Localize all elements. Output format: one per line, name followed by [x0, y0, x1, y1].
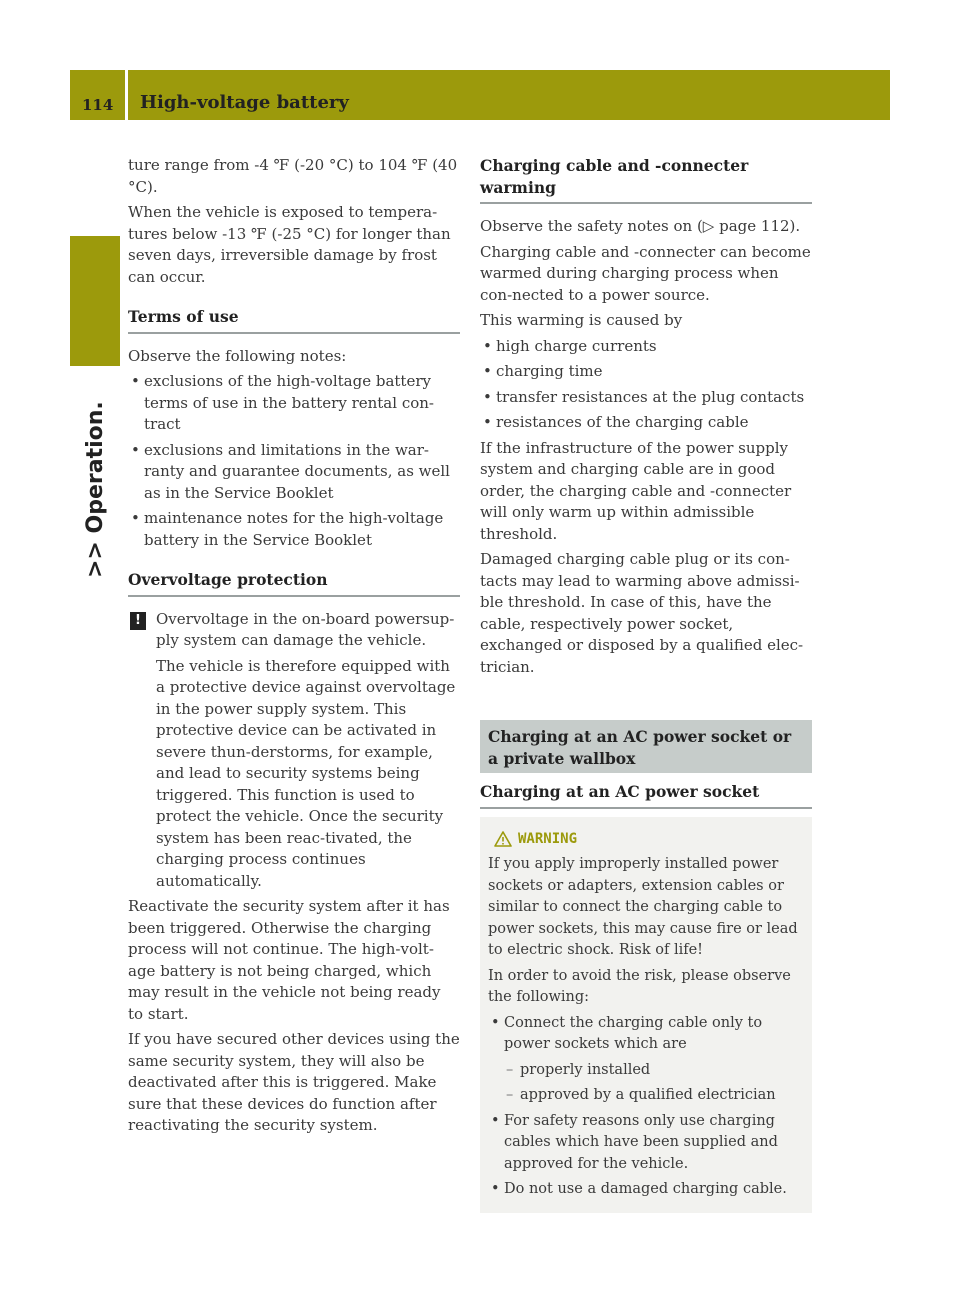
causes-list	[480, 336, 812, 434]
paragraph: If the infrastructure of the power supply system and charging cable are in good order, the charging cable and -connecter will only warm up within admissible threshold.	[480, 438, 792, 543]
list-item	[488, 1013, 804, 1107]
list-item-text: Connect the charging cable only to power sockets which are	[504, 1014, 763, 1052]
sub-list	[504, 1060, 804, 1107]
notice-paragraph: Overvoltage in the on-board powersup-ply system can damage the vehicle.	[156, 609, 455, 649]
warning-label: WARNING	[518, 830, 578, 847]
sub-list-item: – approved by a qualified electrician	[504, 1085, 804, 1107]
warning-paragraph: In order to avoid the risk, please observe the following:	[488, 967, 791, 1005]
section-heading-overvoltage: Overvoltage protection	[128, 569, 460, 597]
paragraph: Reactivate the security system after it has been triggered. Otherwise the charging process will not continue. The high-volt-age battery is not being charged, which may result in the vehicle not being ready to start.	[128, 897, 450, 1023]
list-item: • For safety reasons only use charging cables which have been supplied and approved for the vehicle.	[488, 1111, 804, 1176]
notice-block	[128, 609, 460, 893]
header-divider	[125, 70, 128, 120]
warning-triangle-icon	[494, 831, 512, 847]
paragraph: If you have secured other devices using the same security system, they will also be deactivated after this is triggered. Make sure that these devices do function after reactivating the security system.	[128, 1030, 460, 1134]
section-heading-ac-socket: Charging at an AC power socket	[480, 781, 812, 809]
list-item: • resistances of the charging cable	[480, 412, 812, 434]
side-tab-label	[70, 368, 120, 578]
list-item: • transfer resistances at the plug contacts	[480, 387, 812, 409]
section-band-ac-charging: Charging at an AC power socket or a private wallbox	[480, 720, 812, 773]
list-item: • exclusions of the high-voltage battery terms of use in the battery rental con-tract	[128, 371, 460, 436]
side-tab-marker	[70, 236, 120, 366]
section-heading-terms: Terms of use	[128, 306, 460, 334]
list-item: • charging time	[480, 361, 812, 383]
paragraph: Observe the following notes:	[128, 346, 347, 365]
paragraph: Observe the safety notes on (▷ page 112).	[480, 217, 801, 235]
warning-list	[488, 1013, 804, 1201]
list-item: • Do not use a damaged charging cable.	[488, 1179, 804, 1201]
page-title: High-voltage battery	[140, 92, 349, 113]
left-column	[128, 155, 460, 1141]
notice-paragraph: The vehicle is therefore equipped with a protective device against overvoltage in the power supply system. This protective device can be activated in severe thun-derstorms, for example, and lead to security systems being triggered. This function is used to protect the vehicle. Once the security system has been reac-tivated, the charging process continues automatically.	[156, 656, 456, 890]
list-item: • exclusions and limitations in the war-ranty and guarantee documents, as well as in the Service Booklet	[128, 440, 460, 505]
page-number: 114	[82, 96, 114, 114]
paragraph: ture range from -4 ℉ (-20 °C) to 104 ℉ (40 °C).	[128, 156, 458, 196]
exclamation-icon: !	[130, 612, 146, 630]
sub-list-item: – properly installed	[504, 1060, 804, 1082]
terms-list	[128, 371, 460, 551]
paragraph: Charging cable and -connecter can become warmed during charging process when con-nected to a power source.	[480, 242, 811, 304]
warning-paragraph: If you apply improperly installed power sockets or adapters, extension cables or similar to connect the charging cable to power sockets, this may cause fire or lead to electric shock. Risk of life!	[488, 856, 798, 958]
section-heading-cable-warming: Charging cable and -connecter warming	[480, 155, 812, 204]
paragraph: When the vehicle is exposed to tempera-tures below -13 ℉ (-25 °C) for longer than seven days, irreversible damage by frost can occur.	[128, 203, 451, 286]
warning-title	[488, 829, 804, 851]
warning-box	[480, 817, 812, 1213]
list-item: • high charge currents	[480, 336, 812, 358]
paragraph: Damaged charging cable plug or its con-tacts may lead to warming above admissi-ble threshold. In case of this, have the cable, respectively power socket, exchanged or disposed by a qualified elec-trician.	[480, 550, 804, 676]
right-column	[480, 155, 812, 1213]
list-item: • maintenance notes for the high-voltage battery in the Service Booklet	[128, 508, 460, 551]
paragraph: This warming is caused by	[480, 311, 683, 329]
side-tab-text: >> Operation.	[83, 401, 108, 578]
